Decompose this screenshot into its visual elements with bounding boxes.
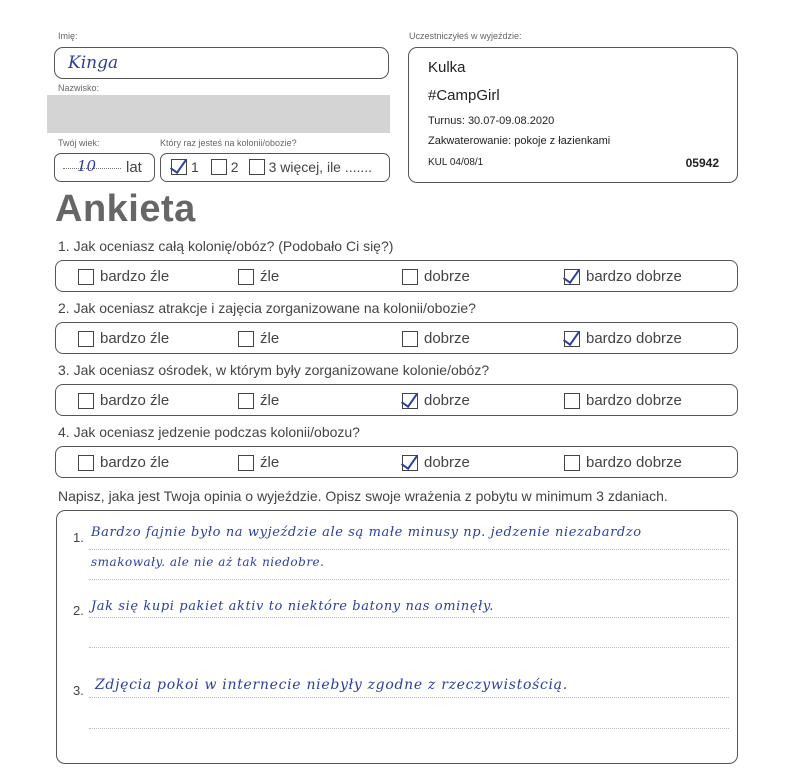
time-3-checkbox[interactable] [249,159,265,175]
q4-option-3-label: dobrze [424,454,470,471]
survey-title: Ankieta [55,188,196,230]
q3-option-3-checkbox[interactable] [402,393,418,409]
which-time-label: Który raz jesteś na kolonii/obozie? [160,138,297,148]
q4-option-4-label: bardzo dobrze [586,454,682,471]
q1-option-1-label: bardzo źle [100,268,170,285]
dotted-line [89,617,729,618]
answer-1-line-1: Bardzo fajnie było na wyjeździe ale są małe minusy np. jedzenie niezabardzo [91,525,642,540]
question-1-text: 1. Jak oceniasz całą kolonię/obóz? (Podobało Ci się?) [58,238,394,254]
q2-option-4-label: bardzo dobrze [586,330,682,347]
q2-option-1-label: bardzo źle [100,330,170,347]
time-1-label: 1 [191,159,199,175]
question-1-options [55,260,738,292]
age-value: 10 [77,157,97,175]
question-2-options [55,322,738,354]
question-3-text: 3. Jak oceniasz ośrodek, w którym były zorganizowane kolonie/obóz? [58,362,490,378]
q4-option-2-checkbox[interactable] [238,455,254,471]
answer-3-number: 3. [73,683,84,698]
time-3-label: 3 więcej, ile ....... [268,159,373,175]
dotted-line [89,549,729,550]
q3-option-2-checkbox[interactable] [238,393,254,409]
name-value: Kinga [68,53,119,73]
answer-2-number: 2. [73,603,84,618]
name-label: Imię: [58,31,78,41]
q3-option-3-label: dobrze [424,392,470,409]
q4-option-4-checkbox[interactable] [564,455,580,471]
q3-option-2-label: źle [260,392,280,409]
trip-turnus: Turnus: 30.07-09.08.2020 [428,115,555,127]
trip-tag: #CampGirl [428,87,500,104]
trip-info-card [408,47,738,183]
q4-option-2-label: źle [260,454,280,471]
which-time-field [160,153,390,182]
age-label: Twój wiek: [58,138,100,148]
dotted-line [89,579,729,580]
surname-redacted [47,95,390,133]
question-3-options [55,384,738,416]
answer-1-number: 1. [73,530,84,545]
answer-2-line-1: Jak się kupi pakiet aktiv to niektóre batony nas ominęły. [91,599,494,614]
q3-option-1-label: bardzo źle [100,392,170,409]
q1-option-1-checkbox[interactable] [78,269,94,285]
q2-option-1-checkbox[interactable] [78,331,94,347]
q1-option-3-label: dobrze [424,268,470,285]
participant-label: Uczestniczyłeś w wyjeździe: [409,31,522,41]
opinion-prompt: Napisz, jaka jest Twoja opinia o wyjeździe. Opisz swoje wrażenia z pobytu w minimum 3 zdaniach. [58,488,668,504]
age-field[interactable] [54,153,155,182]
opinion-box[interactable] [56,510,738,764]
age-suffix: lat [126,159,142,176]
surname-label: Nazwisko: [58,83,100,93]
question-4-options [55,446,738,478]
answer-1-line-2: smakowały. ale nie aż tak niedobre. [91,555,325,569]
q2-option-2-label: źle [260,330,280,347]
question-4-text: 4. Jak oceniasz jedzenie podczas kolonii/obozu? [58,424,360,440]
dotted-line [89,647,729,648]
dotted-line [89,728,729,729]
dotted-line [89,697,729,698]
q1-option-4-checkbox[interactable] [564,269,580,285]
q3-option-4-label: bardzo dobrze [586,392,682,409]
q1-option-2-checkbox[interactable] [238,269,254,285]
q1-option-2-label: źle [260,268,280,285]
time-2-checkbox[interactable] [211,159,227,175]
q4-option-1-label: bardzo źle [100,454,170,471]
q1-option-3-checkbox[interactable] [402,269,418,285]
q1-option-4-label: bardzo dobrze [586,268,682,285]
q3-option-4-checkbox[interactable] [564,393,580,409]
answer-3-line-1: Zdjęcia pokoi w internecie niebyły zgodne z rzeczywistością. [95,677,568,693]
time-1-checkbox[interactable] [171,159,187,175]
q2-option-3-label: dobrze [424,330,470,347]
time-2-label: 2 [230,159,239,175]
trip-name: Kulka [428,59,466,76]
q2-option-2-checkbox[interactable] [238,331,254,347]
trip-code: KUL 04/08/1 [428,157,484,168]
q2-option-4-checkbox[interactable] [564,331,580,347]
q2-option-3-checkbox[interactable] [402,331,418,347]
trip-accommodation: Zakwaterowanie: pokoje z łazienkami [428,135,611,147]
name-field[interactable] [54,47,389,79]
q3-option-1-checkbox[interactable] [78,393,94,409]
trip-number: 05942 [685,156,719,170]
question-2-text: 2. Jak oceniasz atrakcje i zajęcia zorganizowane na kolonii/obozie? [58,300,476,316]
q4-option-1-checkbox[interactable] [78,455,94,471]
q4-option-3-checkbox[interactable] [402,455,418,471]
